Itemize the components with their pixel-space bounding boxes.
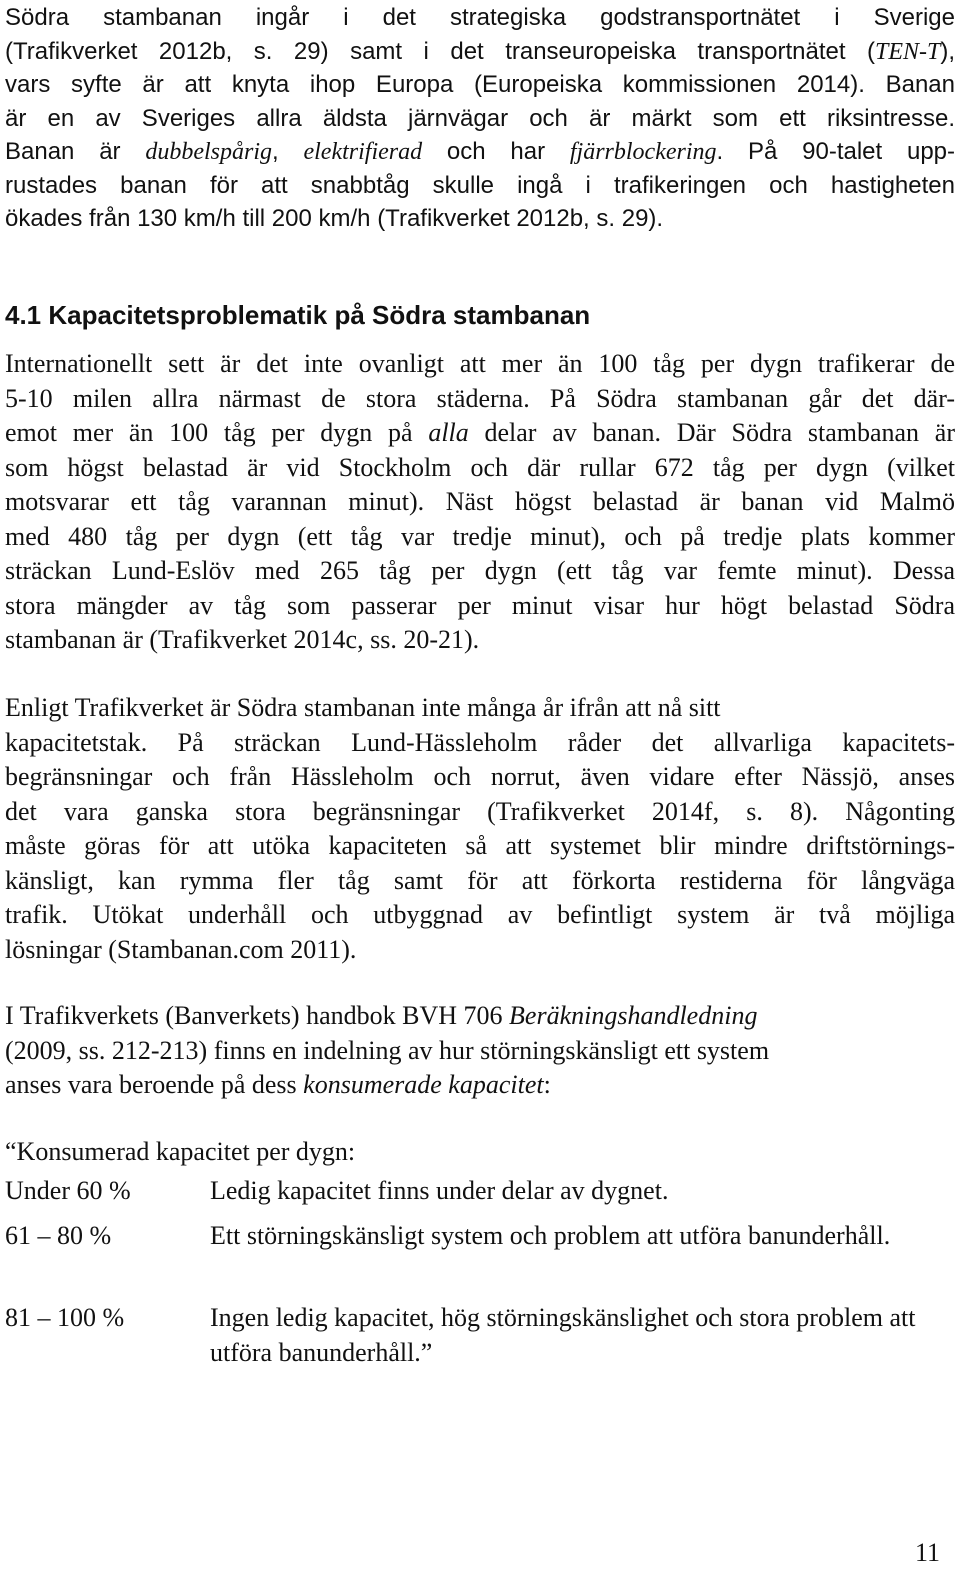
text-run: ),	[940, 37, 955, 65]
text-line: stora mängder av tåg som passerar per minut visar hur högt belastad Södra	[5, 590, 955, 620]
text-line: Enligt Trafikverket är Södra stambanan inte många år ifrån att nå sitt	[5, 693, 721, 722]
text-line: (2009, ss. 212-213) finns en indelning av hur störningskänsligt ett system	[5, 1035, 770, 1065]
text-line: vars syfte är att knyta ihop Europa (Europeiska kommissionen 2014). Banan	[5, 71, 955, 98]
text-line	[5, 416, 955, 451]
italic-term: elektrifierad	[303, 139, 423, 165]
text-run: (Trafikverket 2012b, s. 29) samt i det transeuropeiska transportnätet (	[5, 37, 875, 65]
text-line: Internationellt sett är det inte ovanligt att mer än 100 tåg per dygn trafikerar de	[5, 349, 955, 378]
text-line: trafik. Utökat underhåll och utbyggnad av befintligt system är två möjliga	[5, 900, 955, 929]
text-line: det vara ganska stora begränsningar (Trafikverket 2014f, s. 8). Någonting	[5, 796, 955, 826]
text-line	[5, 1068, 885, 1103]
text-run: och har	[422, 138, 570, 165]
text-line: motsvarar ett tåg varannan minut). Näst högst belastad är banan vid Malmö	[5, 487, 955, 516]
quote-description: Ett störningskänsligt system och problem att utföra banunderhåll.	[210, 1221, 891, 1250]
text-run: I Trafikverkets (Banverkets) handbok BVH 706	[5, 1001, 510, 1030]
text-line	[5, 135, 955, 169]
italic-term: TEN-T	[874, 38, 941, 65]
quote-term: 61 – 80 %	[5, 1221, 112, 1250]
text-line: 5-10 milen allra närmast de stora städerna. På Södra stambanan går det där-	[5, 383, 955, 413]
text-line	[5, 999, 885, 1034]
quote-description: Ingen ledig kapacitet, hög störningskänslighet och stora problem att utföra banunderhåll.”	[210, 1303, 916, 1367]
italic-title: Beräkningshandledning	[509, 1001, 758, 1030]
paragraph-capacity-limit	[5, 691, 955, 967]
text-line: känsligt, kan rymma fler tåg samt för att förkorta restiderna för långväga	[5, 865, 955, 895]
text-line	[5, 35, 955, 69]
text-run: emot mer än 100 tåg per dygn på	[5, 418, 429, 447]
text-line: sträckan Lund-Eslöv med 265 tåg per dygn (ett tåg var femte minut). Dessa	[5, 556, 955, 585]
text-line: måste göras för att utöka kapaciteten så att systemet blir mindre driftstörnings-	[5, 831, 955, 860]
text-run: Banan är	[5, 138, 146, 165]
text-run: :	[543, 1070, 551, 1099]
text-run: ,	[272, 138, 304, 165]
quote-term: Under 60 %	[5, 1176, 131, 1205]
italic-term: konsumerade kapacitet	[303, 1070, 544, 1099]
text-line: Södra stambanan ingår i det strategiska godstransportnätet i Sverige	[5, 4, 955, 31]
italic-term: dubbelspårig	[145, 139, 272, 165]
italic-term: alla	[428, 418, 469, 447]
text-run: . På 90-talet upp-	[716, 138, 956, 165]
quote-description: Ledig kapacitet finns under delar av dygnet.	[210, 1176, 669, 1205]
paragraph-intro	[5, 1, 955, 236]
quote-title: “Konsumerad kapacitet per dygn:	[5, 1137, 356, 1166]
text-line: rustades banan för att snabbtåg skulle ingå i trafikeringen och hastigheten	[5, 171, 955, 199]
text-line: med 480 tåg per dygn (ett tåg var tredje minut), och på tredje plats kommer	[5, 521, 955, 551]
text-line: ökades från 130 km/h till 200 km/h (Trafikverket 2012b, s. 29).	[5, 205, 664, 232]
text-line: stambanan är (Trafikverket 2014c, ss. 20-21).	[5, 625, 480, 654]
text-run: anses vara beroende på dess	[5, 1070, 304, 1099]
italic-term: fjärrblockering	[569, 139, 717, 165]
text-run: delar av banan. Där Södra stambanan är	[468, 418, 955, 447]
text-line: kapacitetstak. På sträckan Lund-Hässleholm råder det allvarliga kapacitets-	[5, 727, 955, 757]
page-number: 11	[914, 1538, 940, 1567]
text-line: begränsningar och från Hässleholm och norrut, även vidare efter Nässjö, anses	[5, 762, 955, 791]
section-heading: 4.1 Kapacitetsproblematik på Södra stambanan	[5, 300, 591, 330]
text-line: är en av Sveriges allra äldsta järnvägar och är märkt som ett riksintresse.	[5, 104, 955, 132]
quote-term: 81 – 100 %	[5, 1303, 125, 1332]
text-line: som högst belastad är vid Stockholm och där rullar 672 tåg per dygn (vilket	[5, 452, 955, 482]
paragraph-capacity	[5, 347, 955, 658]
paragraph-handbook	[5, 999, 885, 1103]
text-line: lösningar (Stambanan.com 2011).	[5, 934, 357, 964]
